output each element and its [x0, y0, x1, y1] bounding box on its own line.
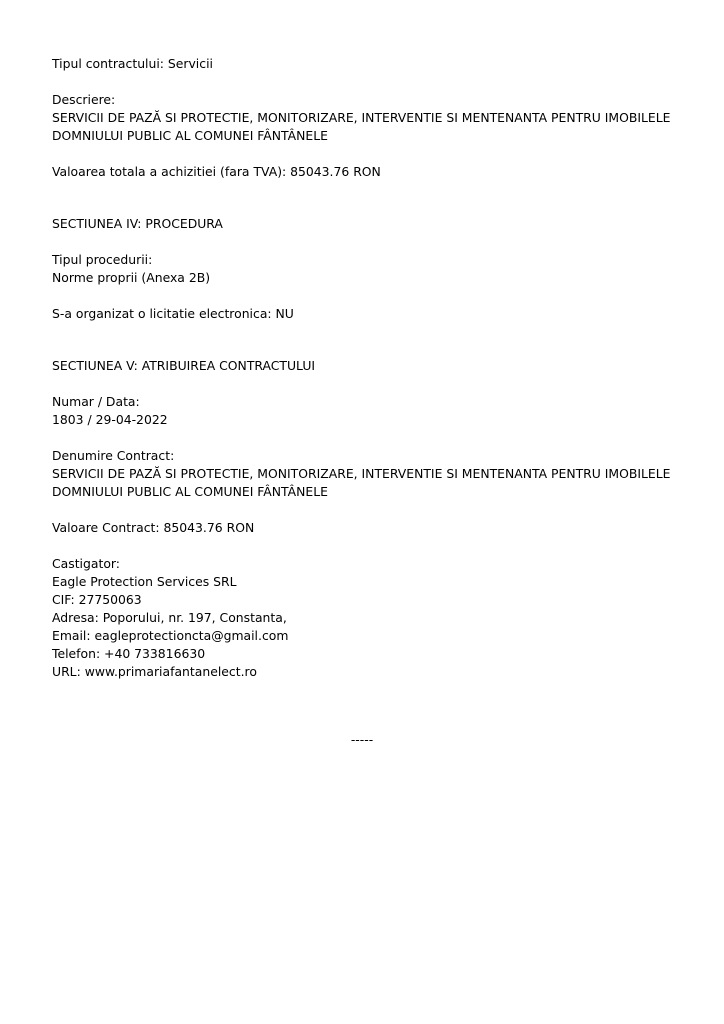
number-date-label: Numar / Data:: [52, 394, 140, 409]
contract-name-line-1: SERVICII DE PAZĂ SI PROTECTIE, MONITORIZARE, INTERVENTIE SI MENTENANTA PENTRU IMOBILELE: [52, 466, 671, 481]
description-line-2: DOMNIULUI PUBLIC AL COMUNEI FÂNTÂNELE: [52, 128, 328, 143]
winner-phone: Telefon: +40 733816630: [52, 646, 206, 661]
winner-label: Castigator:: [52, 556, 120, 571]
section-4-title: SECTIUNEA IV: PROCEDURA: [52, 216, 223, 231]
section-5-title: SECTIUNEA V: ATRIBUIREA CONTRACTULUI: [52, 358, 316, 373]
contract-name-line-2: DOMNIULUI PUBLIC AL COMUNEI FÂNTÂNELE: [52, 484, 328, 499]
contract-name-label: Denumire Contract:: [52, 448, 175, 463]
end-separator: -----: [350, 732, 374, 747]
description-label: Descriere:: [52, 92, 116, 107]
procedure-value: Norme proprii (Anexa 2B): [52, 270, 211, 285]
winner-name: Eagle Protection Services SRL: [52, 574, 237, 589]
contract-value: Valoare Contract: 85043.76 RON: [52, 520, 255, 535]
winner-url: URL: www.primariafantanelect.ro: [52, 664, 257, 679]
description-line-1: SERVICII DE PAZĂ SI PROTECTIE, MONITORIZARE, INTERVENTIE SI MENTENANTA PENTRU IMOBILELE: [52, 110, 671, 125]
winner-cif: CIF: 27750063: [52, 592, 142, 607]
number-date-value: 1803 / 29-04-2022: [52, 412, 168, 427]
electronic-auction: S-a organizat o licitatie electronica: NU: [52, 306, 294, 321]
contract-type: Tipul contractului: Servicii: [52, 56, 213, 71]
total-value: Valoarea totala a achizitiei (fara TVA): 85043.76 RON: [52, 164, 381, 179]
procedure-label: Tipul procedurii:: [52, 252, 153, 267]
winner-email: Email: eagleprotectioncta@gmail.com: [52, 628, 289, 643]
document-page: [52, 55, 692, 681]
winner-address: Adresa: Poporului, nr. 197, Constanta,: [52, 610, 287, 625]
